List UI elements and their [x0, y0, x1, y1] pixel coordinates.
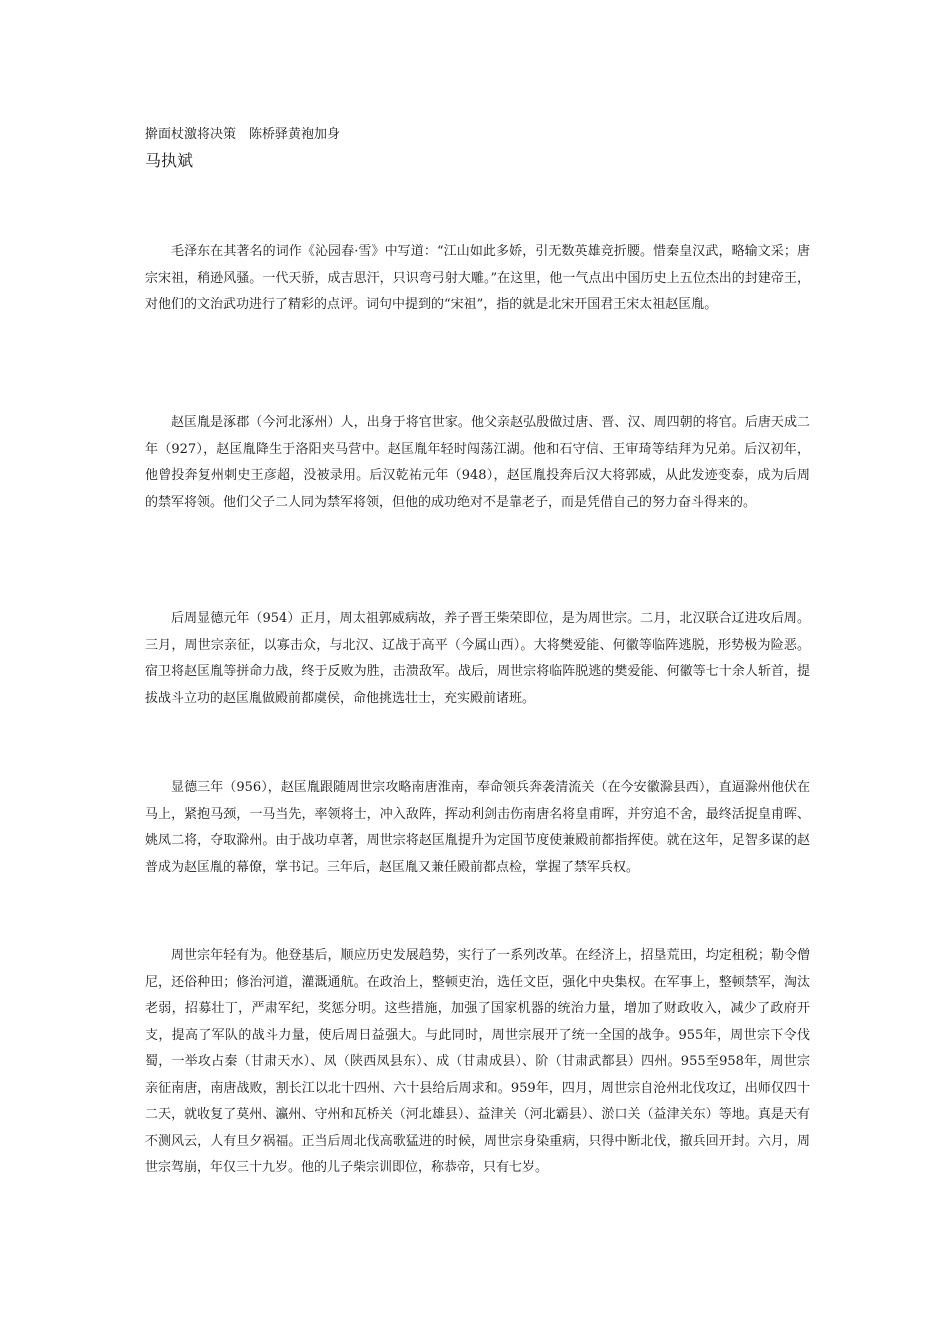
paragraph-5: 周世宗年轻有为。他登基后，顺应历史发展趋势，实行了一系列改革。在经济上，招垦荒田，均定租税；勒令僧尼，还俗种田；修治河道，灌溉通航。在政治上，整顿吏治，选任文臣，强化中央集权。在军事上，整顿禁军，淘汰老弱，招募壮丁，严肃军纪，奖惩分明。这些措施，加强了国家机器的统治力量，增加了财政收入，减少了政府开支，提高了军队的战斗力量，使后周日益强大。与此同时，周世宗展开了统一全国的战争。955年，周世宗下令伐蜀，一举攻占秦（甘肃天水）、凤（陕西凤县东）、成（甘肃成县）、阶（甘肃武都县）四州。955至958年，周世宗亲征南唐，南唐战败，割长江以北十四州、六十县给后周求和。959年，四月，周世宗自沧州北伐攻辽，出师仅四十二天，就收复了莫州、瀛州、守州和瓦桥关（河北雄县）、益津关（河北霸县）、淤口关（益津关东）等地。真是天有不测风云，人有旦夕祸福。正当后周北伐高歌猛进的时候，周世宗身染重病，只得中断北伐，撤兵回开封。六月，周世宗驾崩，年仅三十九岁。他的儿子柴宗训即位，称恭帝，只有七岁。 — [145, 948, 810, 1175]
paragraph-2: 赵匡胤是涿郡（今河北涿州）人，出身于将官世家。他父亲赵弘殷做过唐、晋、汉、周四朝的将官。后唐天成二年（927），赵匡胤降生于洛阳夹马营中。赵匡胤年轻时闯荡江湖。他和石守信、王审琦等结拜为兄弟。后汉初年，他曾投奔复州刺史王彦超，没被录用。后汉乾祐元年（948），赵匡胤投奔后汉大将郭威，从此发迹变泰，成为后周的禁军将领。他们父子二人同为禁军将领，但他的成功绝对不是靠老子，而是凭借自己的努力奋斗得来的。 — [145, 415, 810, 510]
paragraph-1: 毛泽东在其著名的词作《沁园春·雪》中写道：“江山如此多娇，引无数英雄竞折腰。惜秦皇汉武，略输文采；唐宗宋祖，稍逊风骚。一代天骄，成吉思汗，只识弯弓射大雕。”在这里，他一气点出中国历史上五位杰出的封建帝王，对他们的文治武功进行了精彩的点评。词句中提到的“宋祖”，指的就是北宋开国君王宋太祖赵匡胤。 — [145, 244, 810, 312]
paragraph-3: 后周显德元年（954）正月，周太祖郭威病故，养子晋王柴荣即位，是为周世宗。二月，北汉联合辽进攻后周。三月，周世宗亲征，以寡击众，与北汉、辽战于高平（今属山西）。大将樊爱能、何徽等临阵逃脱，形势极为险恶。宿卫将赵匡胤等拼命力战，终于反败为胜，击溃敌军。战后，周世宗将临阵脱逃的樊爱能、何徽等七十余人斩首，提拔战斗立功的赵匡胤做殿前都虞侯，命他挑选壮士，充实殿前诸班。 — [145, 611, 810, 706]
document-author: 马执斌 — [145, 151, 194, 170]
document-title: 擀面杖激将决策 陈桥驿黄袍加身 — [145, 127, 341, 142]
paragraph-4: 显德三年（956），赵匡胤跟随周世宗攻略南唐淮南，奉命领兵奔袭清流关（在今安徽滁县西），直逼滁州他伏在马上，紧抱马颈，一马当先，率领将士，冲入敌阵，挥动利剑击伤南唐名将皇甫晖，并穷追不舍，最终活捉皇甫晖、姚凤二将，夺取滁州。由于战功卓著，周世宗将赵匡胤提升为定国节度使兼殿前都指挥使。就在这年，足智多谋的赵普成为赵匡胤的幕僚，掌书记。三年后，赵匡胤又兼任殿前都点检，掌握了禁军兵权。 — [145, 780, 810, 875]
